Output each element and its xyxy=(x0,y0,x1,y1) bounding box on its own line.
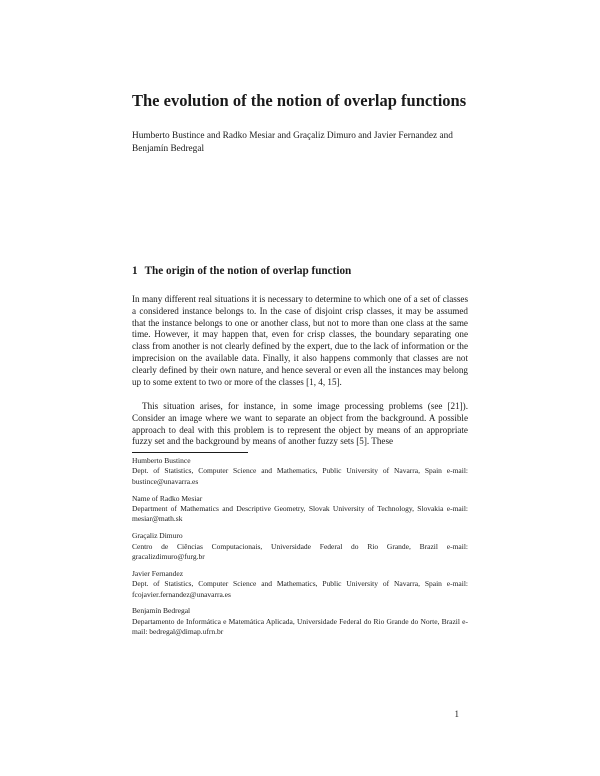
affiliation-text: Departamento de Informática e Matemática Aplicada, Universidade Federal do Rio Grande do Norte, Brazil e-mail: bedregal@dimap.ufrn.br xyxy=(132,616,468,637)
section-title: The origin of the notion of overlap function xyxy=(144,265,352,277)
section-heading xyxy=(132,264,472,278)
affiliation-name: Name of Radko Mesiar xyxy=(132,493,203,503)
affiliation-name: Benjamín Bedregal xyxy=(132,606,191,616)
affiliation-footnote xyxy=(132,494,468,525)
affiliation-text: Dept. of Statistics, Computer Science and Mathematics, Public University of Navarra, Spain e-mail: bustince@unavarra.es xyxy=(132,466,468,486)
footnote-divider xyxy=(132,452,248,453)
affiliation-footnote xyxy=(132,456,468,487)
affiliation-name: Graçaliz Dimuro xyxy=(132,531,183,541)
body-paragraph-1: In many different real situations it is necessary to determine to which one of a set of classes a considered instance belongs to. In the case of disjoint crisp classes, it may be assumed that the instance belongs to one or another class, but not to more than one class at the same time. However, it may happen that, even for crisp classes, the boundary separating one class from another is not clearly defined by the expert, due to the lack of information or the imprecision on the available data. Finally, it also happens commonly that classes are not clearly defined by their own nature, and hence several or even all the instances may belong up to some extent to two or more of the classes [1, 4, 15]. xyxy=(132,294,468,387)
affiliation-text: Dept. of Statistics, Computer Science and Mathematics, Public University of Navarra, Spain e-mail: fcojavier.fernandez@unavarra.es xyxy=(132,579,468,599)
affiliation-footnote xyxy=(132,569,468,600)
affiliation-text: Centro de Ciências Computacionais, Universidade Federal do Rio Grande, Brazil e-mail: gracalizdimuro@furg.br xyxy=(132,541,468,562)
paper-title: The evolution of the notion of overlap functions xyxy=(132,91,467,110)
affiliation-name: Humberto Bustince xyxy=(132,456,191,465)
page-number: 1 xyxy=(454,709,459,719)
affiliation-footnote xyxy=(132,606,468,637)
body-paragraph-2: This situation arises, for instance, in some image processing problems (see [21]). Consider an image where we want to separate an object from the background. A possible approach to deal with this problem is to represent the object by means of an appropriate fuzzy set and the background by means of another fuzzy sets [5]. These xyxy=(132,401,468,447)
affiliation-footnote xyxy=(132,531,468,562)
affiliation-text: Department of Mathematics and Descriptive Geometry, Slovak University of Technology, Slovakia e-mail: mesiar@math.sk xyxy=(132,504,468,524)
author-list: Humberto Bustince and Radko Mesiar and Graçaliz Dimuro and Javier Fernandez and Benjamín Bedregal xyxy=(132,131,453,154)
section-number: 1 xyxy=(132,265,138,277)
affiliation-name: Javier Fernandez xyxy=(132,568,184,578)
author-affiliations xyxy=(132,456,468,644)
